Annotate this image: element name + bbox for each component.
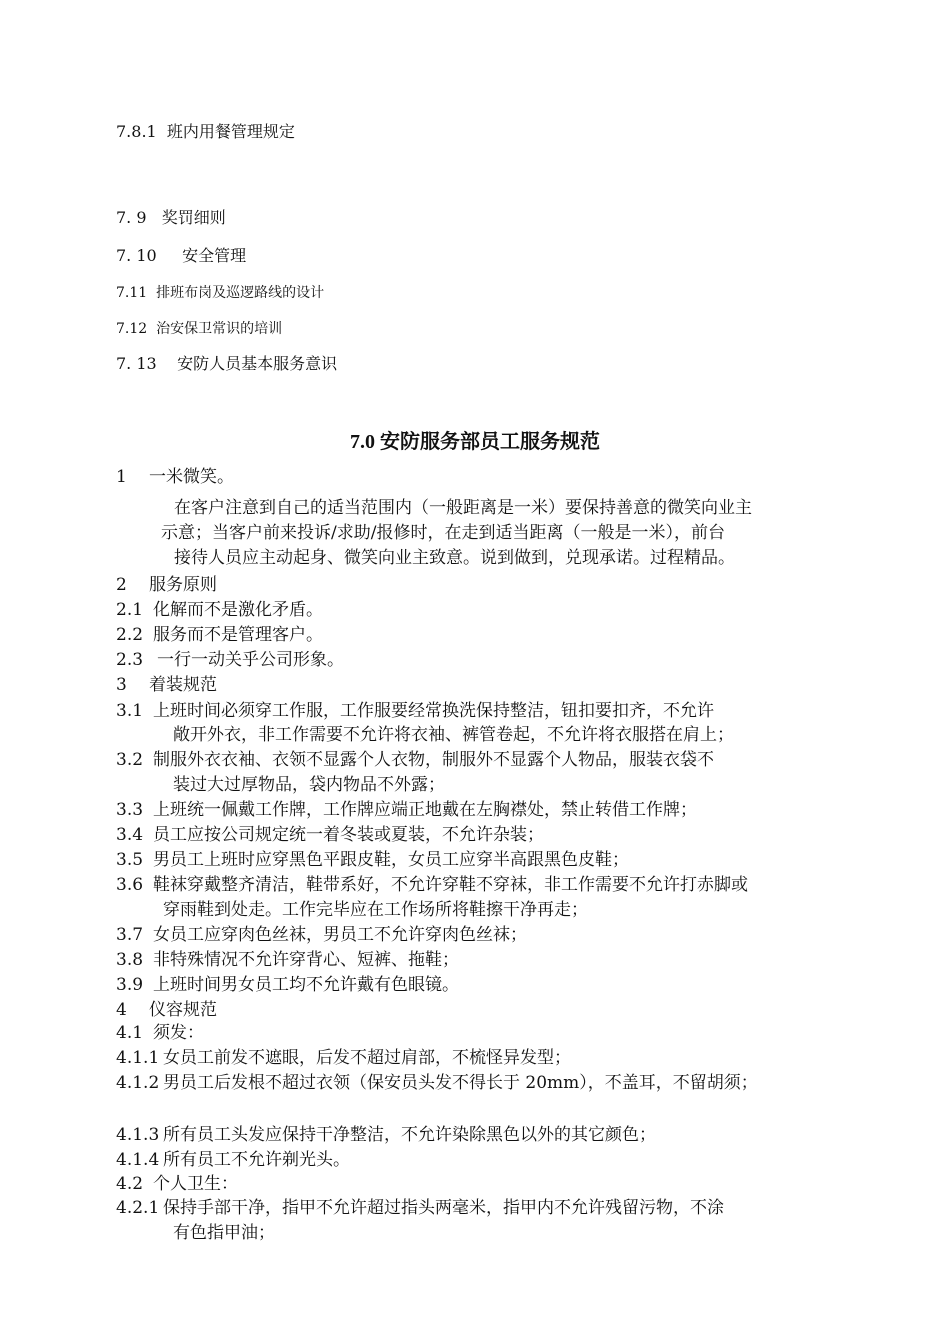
clause-number: 4.1.3 xyxy=(116,1125,160,1145)
clause-number: 2.1 xyxy=(116,600,144,620)
toc-text: 奖罚细则 xyxy=(161,208,226,227)
clause-text: 一行一动关乎公司形象。 xyxy=(157,650,344,670)
clause-text: 非特殊情况不允许穿背心、短裤、拖鞋； xyxy=(153,950,459,970)
clause-text: 着装规范 xyxy=(149,675,217,695)
toc-number: 7. 9 xyxy=(116,208,147,227)
toc-number: 7. 13 xyxy=(116,354,157,373)
clause-number: 3.1 xyxy=(116,701,144,721)
toc-item xyxy=(116,245,246,267)
clause-number: 4.1.1 xyxy=(116,1048,160,1068)
clause-text: 女员工前发不遮眼，后发不超过肩部，不梳怪异发型； xyxy=(163,1048,571,1068)
clause-number: 3.9 xyxy=(116,975,144,995)
clause-text: 穿雨鞋到处走。工作完毕应在工作场所将鞋擦干净再走； xyxy=(163,900,588,920)
clause-number: 2.3 xyxy=(116,650,144,670)
toc-text: 安全管理 xyxy=(182,246,247,265)
clause-number: 3.2 xyxy=(116,750,144,770)
section-title: 7.0 安防服务部员工服务规范 xyxy=(350,431,600,453)
clause-number: 3.7 xyxy=(116,925,144,945)
clause-text: 服务而不是管理客户。 xyxy=(153,625,323,645)
clause-number: 3.4 xyxy=(116,825,144,845)
toc-text: 治安保卫常识的培训 xyxy=(156,321,283,337)
clause-text: 示意；当客户前来投诉/求助/报修时，在走到适当距离（一般是一米），前台 xyxy=(161,523,725,543)
clause-text: 装过大过厚物品，袋内物品不外露； xyxy=(173,775,445,795)
toc-item xyxy=(116,121,295,143)
clause-text: 上班时间男女员工均不允许戴有色眼镜。 xyxy=(153,975,459,995)
clause-number: 4.1.4 xyxy=(116,1150,160,1170)
clause-text: 男员工上班时应穿黑色平跟皮鞋，女员工应穿半高跟黑色皮鞋； xyxy=(153,850,629,870)
clause-text: 在客户注意到自己的适当范围内（一般距离是一米）要保持善意的微笑向业主 xyxy=(174,498,752,518)
clause-text: 接待人员应主动起身、微笑向业主致意。说到做到，兑现承诺。过程精品。 xyxy=(174,548,735,568)
clause-number: 2.2 xyxy=(116,625,144,645)
clause-text: 一米微笑。 xyxy=(149,467,234,487)
clause-text: 男员工后发根不超过衣领（保安员头发不得长于 20mm），不盖耳，不留胡须； xyxy=(163,1073,758,1093)
clause-text: 鞋袜穿戴整齐清洁，鞋带系好，不允许穿鞋不穿袜，非工作需要不允许打赤脚或 xyxy=(153,875,748,895)
clause-number: 3.8 xyxy=(116,950,144,970)
clause-text: 个人卫生： xyxy=(153,1174,238,1194)
clause-text: 保持手部干净，指甲不允许超过指头两毫米，指甲内不允许残留污物，不涂 xyxy=(163,1198,724,1218)
clause-text: 有色指甲油； xyxy=(173,1223,275,1243)
clause-text: 仪容规范 xyxy=(149,1000,217,1020)
clause-text: 所有员工头发应保持干净整洁，不允许染除黑色以外的其它颜色； xyxy=(163,1125,656,1145)
clause-number: 4.2.1 xyxy=(116,1198,160,1218)
clause-text: 上班时间必须穿工作服，工作服要经常换洗保持整洁，钮扣要扣齐，不允许 xyxy=(153,701,714,721)
clause-text: 所有员工不允许剃光头。 xyxy=(163,1150,350,1170)
clause-text: 员工应按公司规定统一着冬装或夏装，不允许杂装； xyxy=(153,825,544,845)
toc-item xyxy=(116,282,324,304)
clause-number: 4.1.2 xyxy=(116,1073,160,1093)
clause-number: 1 xyxy=(116,467,127,487)
clause-text: 服务原则 xyxy=(149,575,217,595)
toc-item xyxy=(116,318,282,340)
clause-text: 须发： xyxy=(153,1023,204,1043)
clause-text: 制服外衣衣袖、衣领不显露个人衣物，制服外不显露个人物品，服装衣袋不 xyxy=(153,750,714,770)
toc-number: 7.12 xyxy=(116,321,148,337)
clause-number: 3.3 xyxy=(116,800,144,820)
clause-text: 化解而不是激化矛盾。 xyxy=(153,600,323,620)
clause-number: 3.6 xyxy=(116,875,144,895)
toc-item xyxy=(116,207,226,229)
clause-number: 2 xyxy=(116,575,127,595)
clause-number: 3.5 xyxy=(116,850,144,870)
clause-text: 上班统一佩戴工作牌，工作牌应端正地戴在左胸襟处，禁止转借工作牌； xyxy=(153,800,697,820)
toc-item xyxy=(116,353,337,375)
clause-text: 敞开外衣，非工作需要不允许将衣袖、裤管卷起，不允许将衣服搭在肩上； xyxy=(173,725,734,745)
toc-text: 安防人员基本服务意识 xyxy=(177,354,338,373)
clause-number: 4 xyxy=(116,1000,127,1020)
clause-number: 4.2 xyxy=(116,1174,144,1194)
toc-number: 7.11 xyxy=(116,285,148,301)
clause-number: 3 xyxy=(116,675,127,695)
toc-number: 7. 10 xyxy=(116,246,157,265)
toc-text: 班内用餐管理规定 xyxy=(166,122,295,141)
clause-number: 4.1 xyxy=(116,1023,144,1043)
toc-number: 7.8.1 xyxy=(116,122,157,141)
toc-text: 排班布岗及巡逻路线的设计 xyxy=(156,285,325,301)
clause-text: 女员工应穿肉色丝袜，男员工不允许穿肉色丝袜； xyxy=(153,925,527,945)
